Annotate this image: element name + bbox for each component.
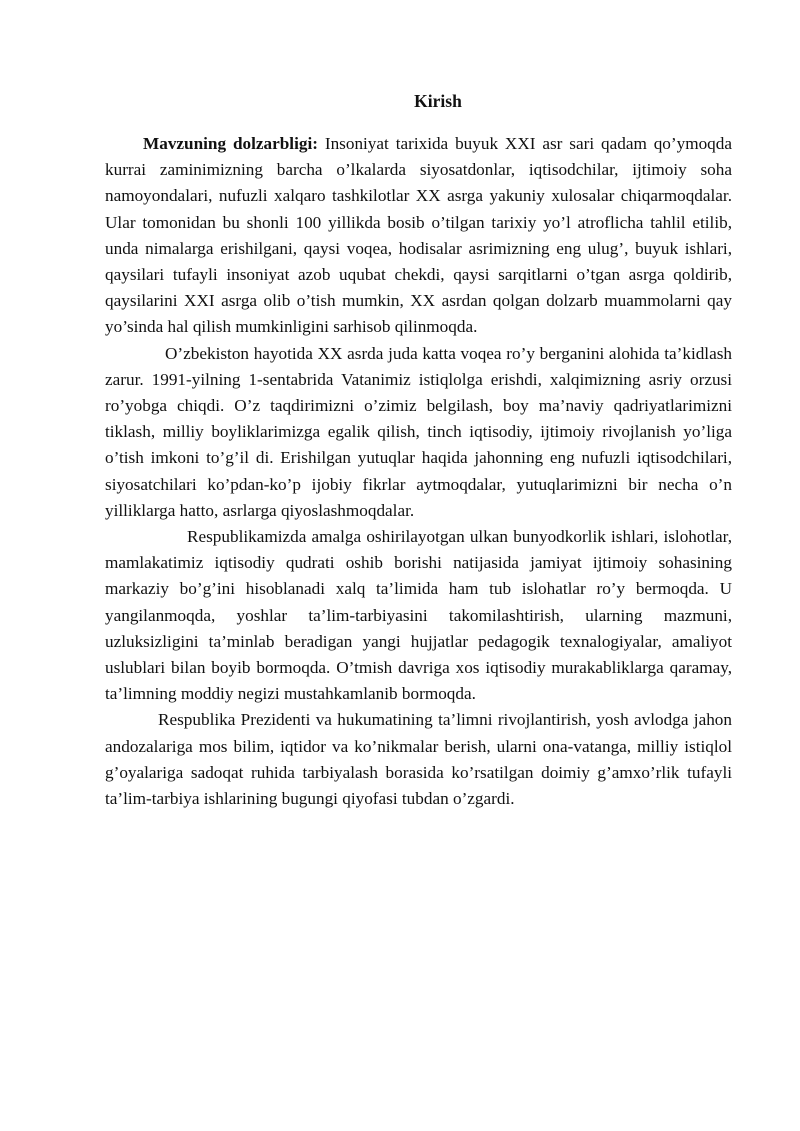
paragraph-text: Insoniyat tarixida buyuk XXI asr sari qadam qo’ymoqda kurrai zaminimizning barcha o’lkalarda siyosatdonlar, iqtisodchilar, ijtimoiy soha namoyondalari, nufuzli xalqaro tashkilotlar XX asrga yakuniy xulosalar chiqarmoqdalar. Ular tomonidan bu shonli 100 yillikda bosib o’tilgan tarixiy yo’l atroflicha tahlil etilib, unda nimalarga erishilgani, qaysi voqea, hodisalar asrimizning eng ulug’, buyuk ishlari, qaysilari tufayli insoniyat azob uqubat chekdi, qaysi sarqitlarni o’tgan asrga qoldirib, qaysilarini XXI asrga olib o’tish mumkin, XX asrdan qolgan dolzarb muammolarni qay yo’sinda hal qilish mumkinligini sarhisob qilinmoqda. (105, 134, 732, 337)
paragraph-prezident: Respublika Prezidenti va hukumatining ta’limni rivojlantirish, yosh avlodga jahon andozalariga mos bilim, iqtidor va ko’nikmalar berish, ularni ona-vatanga, milliy istiqlol g’oyalariga sadoqat ruhida tarbiyalash borasida ko’rsatilgan doimiy g’amxo’rlik tufayli ta’lim-tarbiya ishlarining bugungi qiyofasi tubdan o’zgardi. (105, 710, 732, 809)
paragraph-uzbekistan: O’zbekiston hayotida XX asrda juda katta voqea ro’y berganini alohida ta’kidlash zarur. 1991-yilning 1-sentabrida Vatanimiz istiqlolga erishdi, xalqimizning asriy orzusi ro’yobga chiqdi. O’z taqdirimizni o’zimiz belgilash, boy ma’naviy qadriyatlarimizni tiklash, milliy boyliklarimizga egalik qilish, tinch iqtisodiy, ijtimoiy rivojlanish yo’liga o’tish imkoni to’g’il di. Erishilgan yutuqlar haqida jahonning eng nufuzli iqtisodchilari, siyosatchilari ko’pdan-ko’p ijobiy fikrlar aytmoqdalar, yutuqlarimizni bir necha o’n yilliklarga hatto, asrlarga qiyoslashmoqdalar. (105, 343, 732, 520)
page-title: Kirish (414, 91, 462, 111)
paragraph-dolzarblik (105, 131, 732, 341)
document-body (105, 131, 732, 812)
paragraph-lead: Mavzuning dolzarbligi: (143, 134, 318, 153)
paragraph-respublikamizda: Respublikamizda amalga oshirilayotgan ulkan bunyodkorlik ishlari, islohotlar, mamlakatimiz iqtisodiy qudrati oshib borishi natijasida jamiyat ijtimoiy sohasining markaziy bo’g’ini hisoblanadi xalq ta’limida ham tub islohatlar ro’y bermoqda. U yangilanmoqda, yoshlar ta’lim-tarbiyasini takomilashtirish, ularning mazmuni, uzluksizligini ta’minlab beradigan yangi hujjatlar pedagogik texnalogiyalar, amaliyot uslublari bilan boyib bormoqda. O’tmish davriga xos iqtisodiy murakabliklarga qaramay, ta’limning moddiy negizi mustahkamlanib bormoqda. (105, 527, 732, 704)
